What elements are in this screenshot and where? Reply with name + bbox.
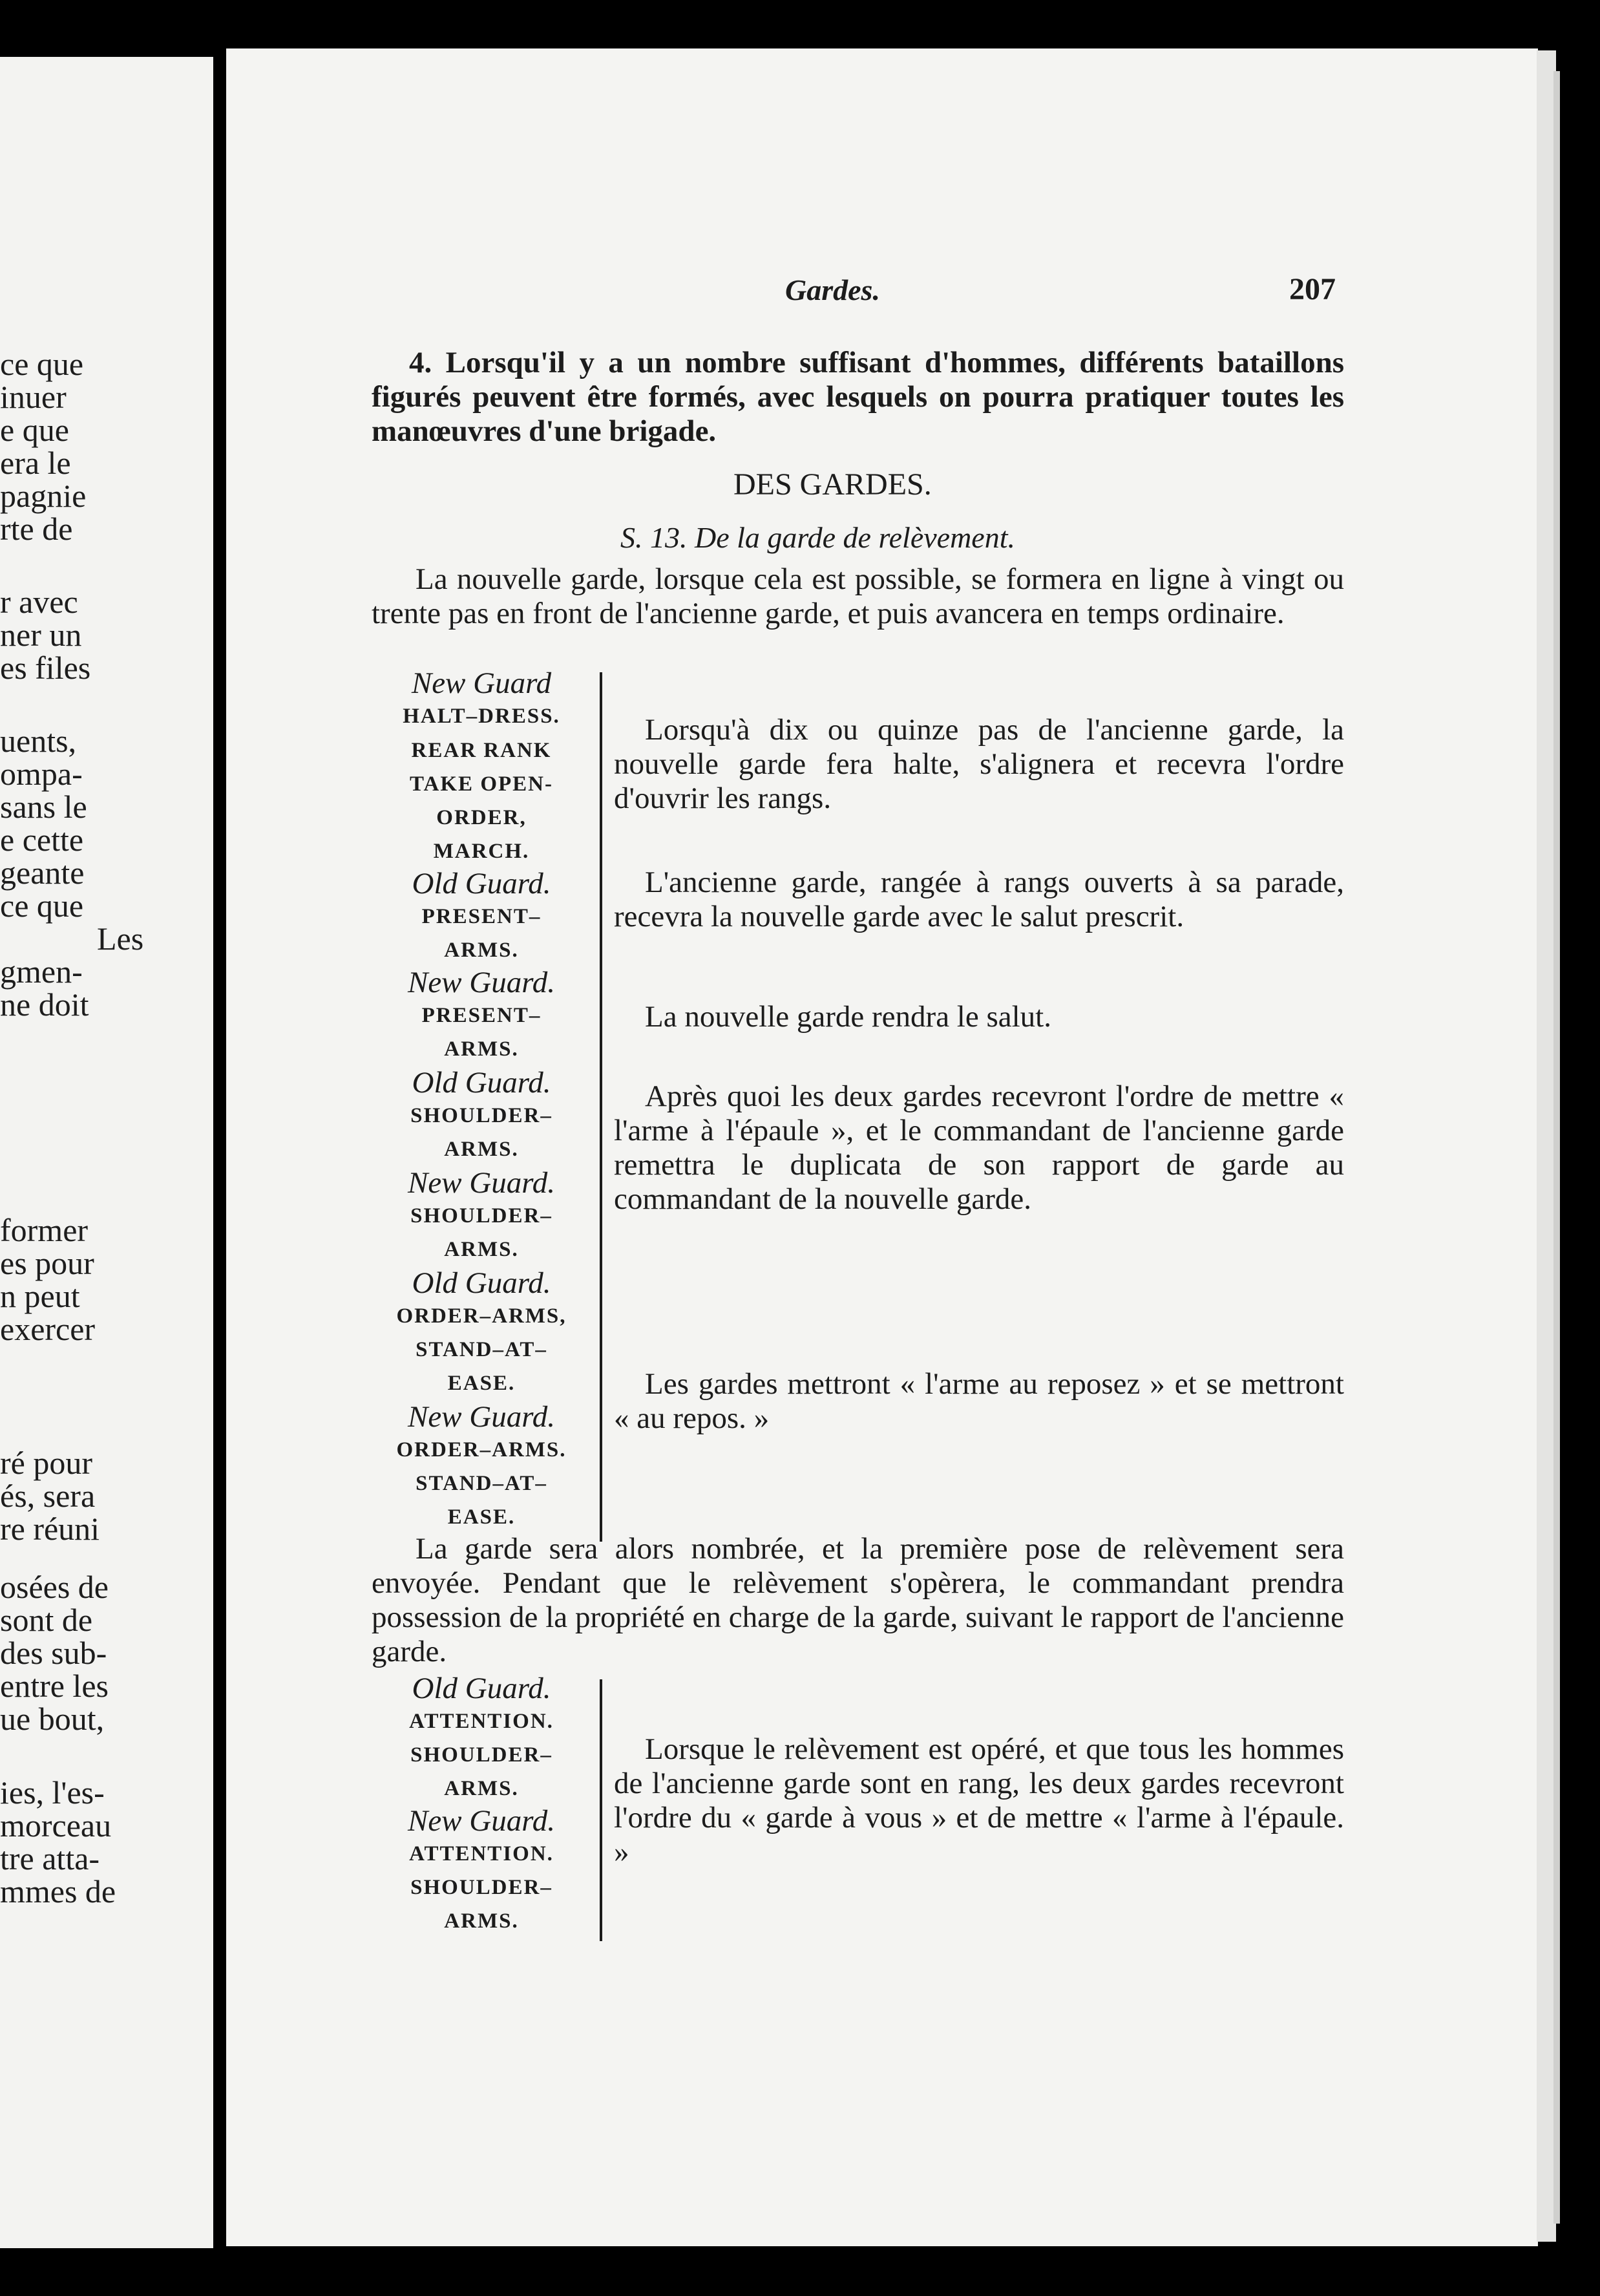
command-shoulder: SHOULDER– <box>410 1876 553 1899</box>
command-rear-rank: REAR RANK <box>411 739 552 762</box>
command-attention: ATTENTION. <box>409 1842 554 1865</box>
command-new-guard: New Guard. <box>407 1804 556 1838</box>
left-page-fragment: morceau <box>0 1807 112 1844</box>
command-take-open: TAKE OPEN- <box>410 772 553 796</box>
command-brace <box>600 672 602 1542</box>
command-new-guard: New Guard. <box>407 1400 556 1434</box>
command-ease: EASE. <box>447 1505 516 1529</box>
command-old-guard: Old Guard. <box>412 1266 551 1300</box>
command-present: PRESENT– <box>421 905 542 928</box>
left-page-fragment: re réuni <box>0 1511 100 1547</box>
command-shoulder: SHOULDER– <box>410 1743 553 1767</box>
command-order: ORDER, <box>436 806 527 829</box>
left-page-fragment: pagnie <box>0 478 87 514</box>
left-page-fragment: former <box>0 1212 89 1248</box>
command-old-guard: Old Guard. <box>412 867 551 900</box>
page-edge-shadow <box>1553 71 1560 2224</box>
left-page-fragment: des sub- <box>0 1635 107 1671</box>
command-new-guard: New Guard <box>411 666 552 700</box>
command-shoulder: SHOULDER– <box>410 1104 553 1127</box>
paragraph-relief: La garde sera alors nombrée, et la première pose de relèvement sera envoyée. Pendant que le relèvement s'opèrera, le commandant prendra possession de la propriété en charge de la garde, suivant le rapport de l'ancienne garde. <box>372 1532 1344 1668</box>
command-new-guard: New Guard. <box>407 966 556 999</box>
left-page-fragment: ompa- <box>0 756 83 792</box>
command-arms: ARMS. <box>444 1138 519 1161</box>
subsection-heading: S. 13. De la garde de relèvement. <box>620 521 1016 554</box>
left-page-fragment: n peut <box>0 1278 80 1314</box>
page-number: 207 <box>1289 272 1336 306</box>
command-halt-dress: HALT–DRESS. <box>403 705 560 728</box>
command-stand-at: STAND–AT– <box>416 1472 547 1495</box>
left-page-fragment: Les <box>97 920 144 957</box>
left-page <box>0 57 213 2248</box>
description-shoulder-arms: Après quoi les deux gardes recevront l'ordre de mettre « l'arme à l'épaule », et le commandant de l'ancienne garde remettra le duplicata de son rapport de garde au commandant de la nouvelle garde. <box>614 1079 1344 1216</box>
command-present: PRESENT– <box>421 1004 542 1027</box>
left-page-fragment: ner un <box>0 617 82 653</box>
left-page-fragment: ies, l'es- <box>0 1774 105 1811</box>
description-return-salute: La nouvelle garde rendra le salut. <box>645 1000 1051 1034</box>
command-brace <box>600 1679 602 1941</box>
left-page-fragment: inuer <box>0 379 67 415</box>
section-heading: DES GARDES. <box>733 467 932 502</box>
description-salute: L'ancienne garde, rangée à rangs ouverts à sa parade, recevra la nouvelle garde avec le salut prescrit. <box>614 866 1344 933</box>
left-page-fragment: mmes de <box>0 1873 116 1909</box>
command-march: MARCH. <box>433 840 530 863</box>
left-page-fragment: geante <box>0 855 85 891</box>
command-new-guard: New Guard. <box>407 1166 556 1200</box>
left-page-fragment: osées de <box>0 1569 109 1605</box>
command-arms: ARMS. <box>444 1238 519 1261</box>
running-head: Gardes. <box>785 273 880 306</box>
left-page-fragment: exercer <box>0 1311 96 1347</box>
left-page-fragment: tre atta- <box>0 1840 100 1876</box>
left-page-fragment: entre les <box>0 1668 109 1704</box>
command-arms: ARMS. <box>444 1777 519 1800</box>
command-arms: ARMS. <box>444 1909 519 1933</box>
paragraph-intro: La nouvelle garde, lorsque cela est possible, se formera en ligne à vingt ou trente pas en front de l'ancienne garde, et puis avancera en temps ordinaire. <box>372 562 1344 630</box>
command-old-guard: Old Guard. <box>412 1066 551 1100</box>
command-shoulder: SHOULDER– <box>410 1204 553 1228</box>
paragraph-4: 4. Lorsqu'il y a un nombre suffisant d'hommes, différents bataillons figurés peuvent être formés, avec lesquels on pourra pratiquer toutes les manœuvres d'une brigade. <box>372 346 1344 448</box>
left-page-fragment: és, sera <box>0 1478 96 1514</box>
left-page-fragment: e cette <box>0 822 84 858</box>
description-rest: Les gardes mettront « l'arme au reposez » et se mettront « au repos. » <box>614 1367 1344 1435</box>
left-page-fragment: es pour <box>0 1245 94 1281</box>
description-attention: Lorsque le relèvement est opéré, et que tous les hommes de l'ancienne garde sont en rang, les deux gardes recevront l'ordre du « garde à vous » et de mettre « l'arme à l'épaule. » <box>614 1732 1344 1869</box>
command-ease: EASE. <box>447 1372 516 1395</box>
left-page-fragment: rte de <box>0 511 73 547</box>
left-page-fragment: gmen- <box>0 953 83 990</box>
left-page-fragment: ré pour <box>0 1445 92 1481</box>
command-order-arms: ORDER–ARMS, <box>396 1304 567 1328</box>
left-page-fragment: ce que <box>0 346 84 382</box>
command-old-guard: Old Guard. <box>412 1672 551 1705</box>
command-arms: ARMS. <box>444 1037 519 1061</box>
left-page-fragment: sont de <box>0 1602 93 1638</box>
command-arms: ARMS. <box>444 939 519 962</box>
left-page-fragment: r avec <box>0 584 78 620</box>
left-page-fragment: ne doit <box>0 986 89 1023</box>
description-halt: Lorsqu'à dix ou quinze pas de l'ancienne garde, la nouvelle garde fera halte, s'alignera et recevra l'ordre d'ouvrir les rangs. <box>614 713 1344 815</box>
left-page-fragment: e que <box>0 412 69 448</box>
command-attention: ATTENTION. <box>409 1710 554 1733</box>
left-page-fragment: ce que <box>0 888 84 924</box>
left-page-fragment: es files <box>0 650 91 686</box>
command-order-arms: ORDER–ARMS. <box>396 1438 567 1462</box>
command-stand-at: STAND–AT– <box>416 1338 547 1361</box>
left-page-fragment: ue bout, <box>0 1701 105 1737</box>
left-page-fragment: uents, <box>0 723 77 759</box>
left-page-fragment: sans le <box>0 789 87 825</box>
left-page-fragment: era le <box>0 445 71 481</box>
